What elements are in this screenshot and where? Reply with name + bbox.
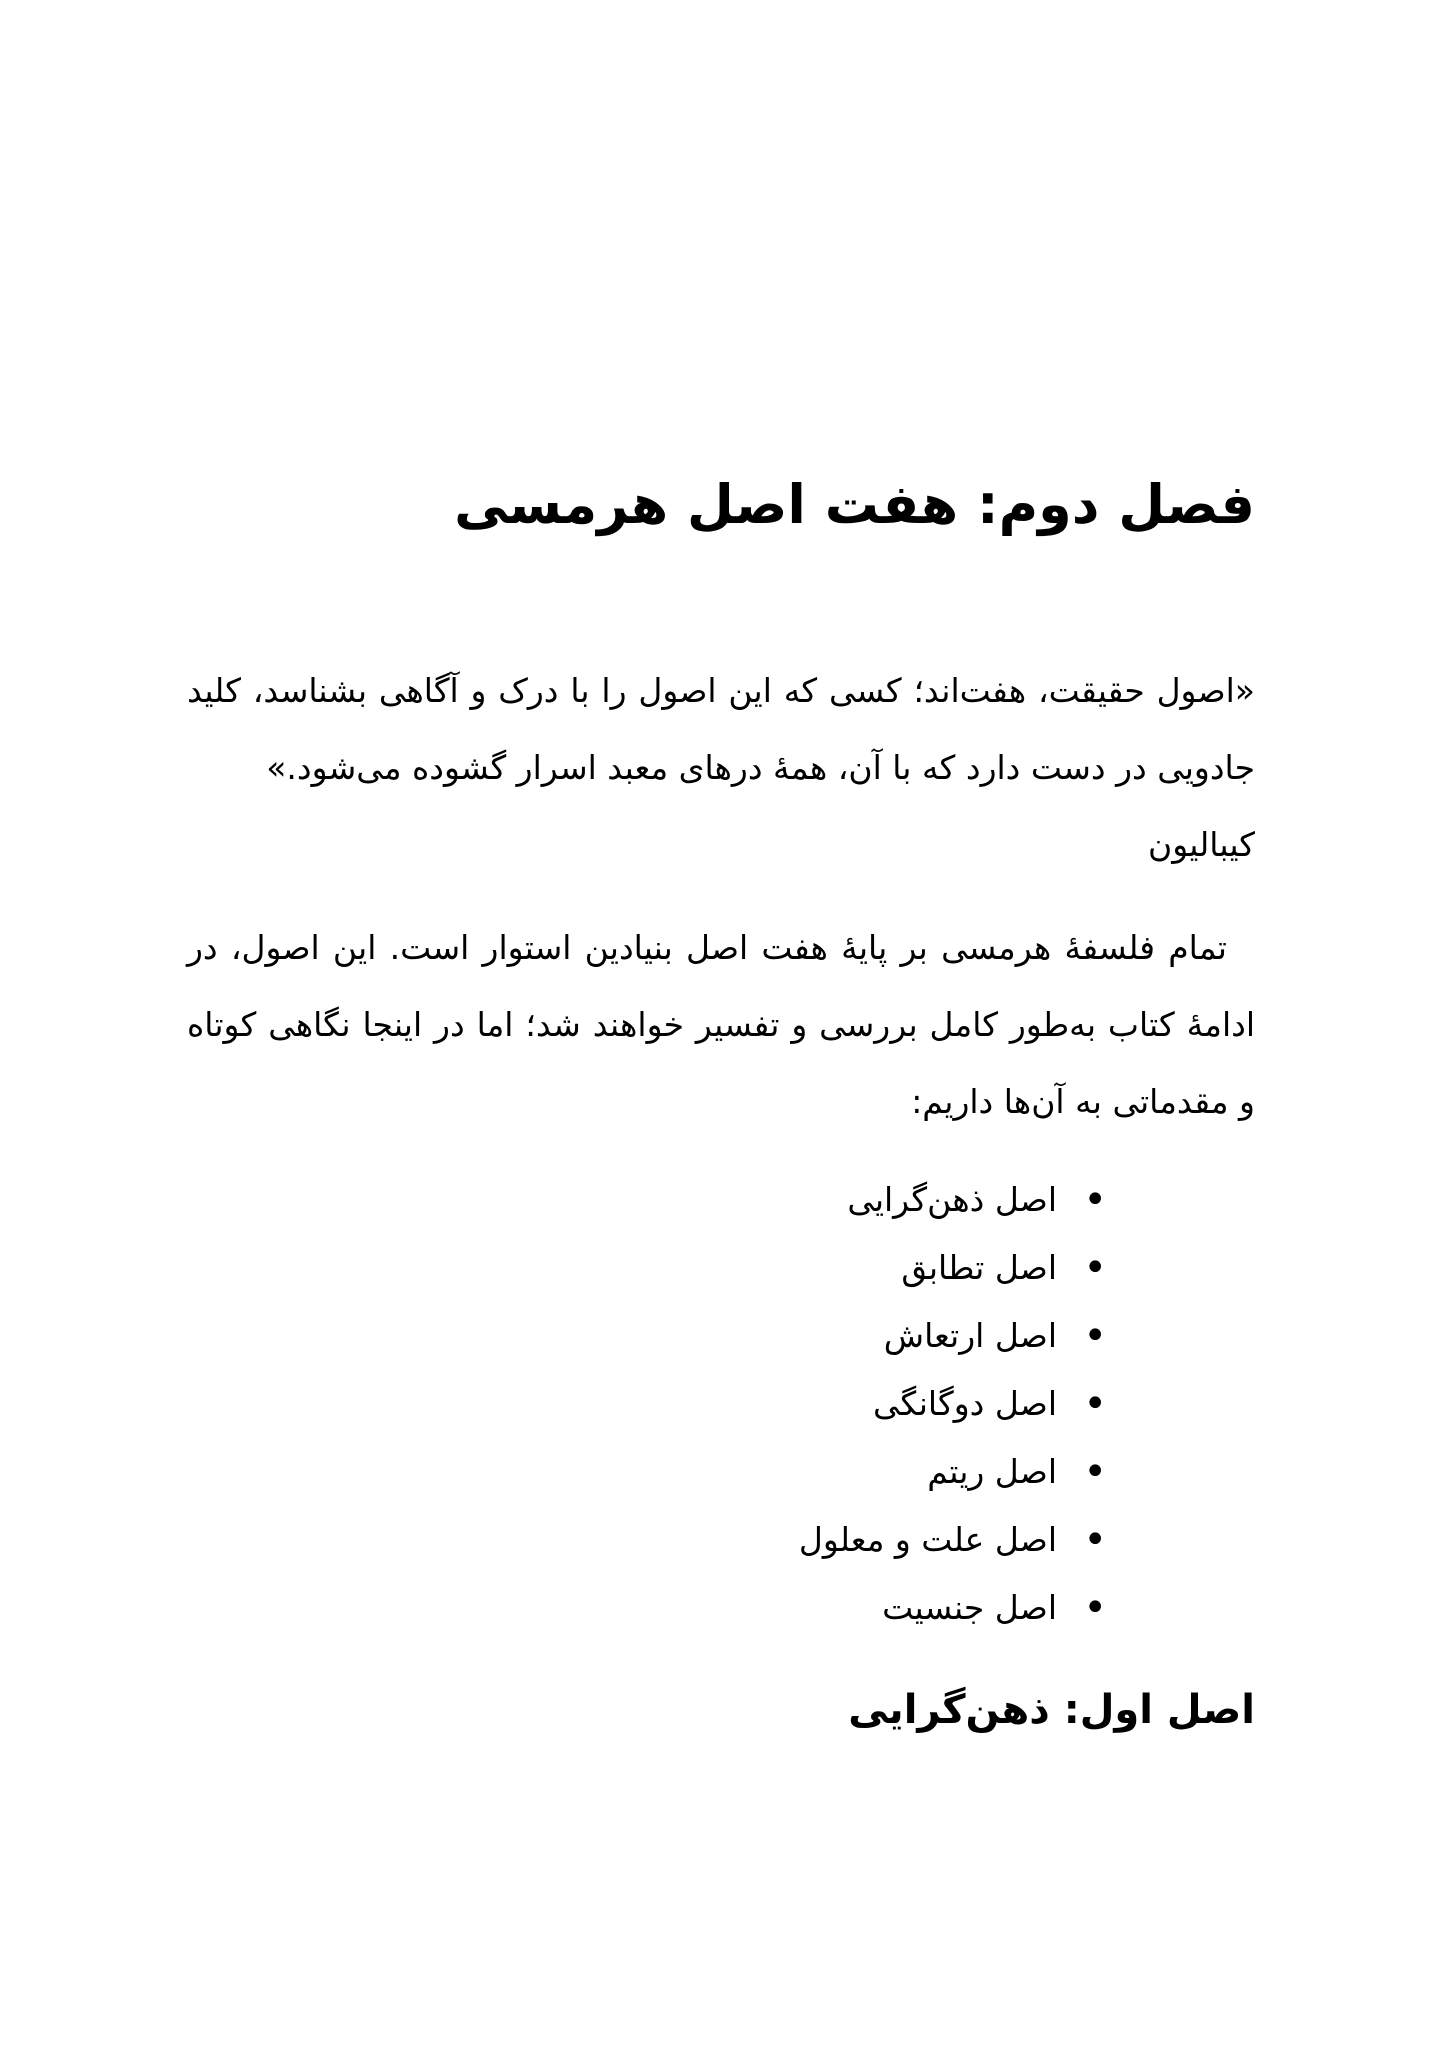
quote-paragraph: «اصول حقیقت، هفت‌اند؛ کسی که این اصول را با درک و آگاهی بشناسد، کلید جادویی در دست دارد که با آن، همهٔ درهای معبد اسرار گشوده می‌شود.» (187, 671, 1255, 788)
list-item-polarity (187, 1370, 1107, 1438)
list-item-correspondence (187, 1234, 1107, 1302)
list-item-gender (187, 1574, 1107, 1642)
list-item-label: اصل ذهن‌گرایی (847, 1180, 1057, 1220)
list-item-label: اصل دوگانگی (873, 1384, 1057, 1424)
list-item-cause-effect (187, 1506, 1107, 1574)
list-item-vibration (187, 1302, 1107, 1370)
chapter-title: فصل دوم: هفت اصل هرمسی (454, 473, 1255, 536)
list-item-rhythm (187, 1438, 1107, 1506)
quote-attribution: کیبالیون (1148, 825, 1255, 865)
bullet-icon: • (1083, 1245, 1107, 1292)
bullet-icon: • (1083, 1177, 1107, 1224)
list-item-mentalism (187, 1166, 1107, 1234)
list-item-label: اصل ارتعاش (883, 1316, 1057, 1356)
bullet-icon: • (1083, 1381, 1107, 1428)
list-item-label: اصل تطابق (901, 1248, 1057, 1288)
bullet-icon: • (1083, 1313, 1107, 1360)
bullet-icon: • (1083, 1517, 1107, 1564)
bullet-icon: • (1083, 1449, 1107, 1496)
list-item-label: اصل علت و معلول (798, 1520, 1057, 1560)
list-item-label: اصل جنسیت (882, 1588, 1057, 1628)
section-heading: اصل اول: ذهن‌گرایی (848, 1687, 1255, 1734)
list-item-label: اصل ریتم (927, 1452, 1057, 1492)
bullet-icon: • (1083, 1585, 1107, 1632)
principles-list (187, 1166, 1255, 1642)
intro-paragraph: تمام فلسفهٔ هرمسی بر پایهٔ هفت اصل بنیادین استوار است. این اصول، در ادامهٔ کتاب به‌طور کامل بررسی و تفسیر خواهند شد؛ اما در اینجا نگاهی کوتاه و مقدماتی به آن‌ها داریم: (187, 928, 1255, 1122)
